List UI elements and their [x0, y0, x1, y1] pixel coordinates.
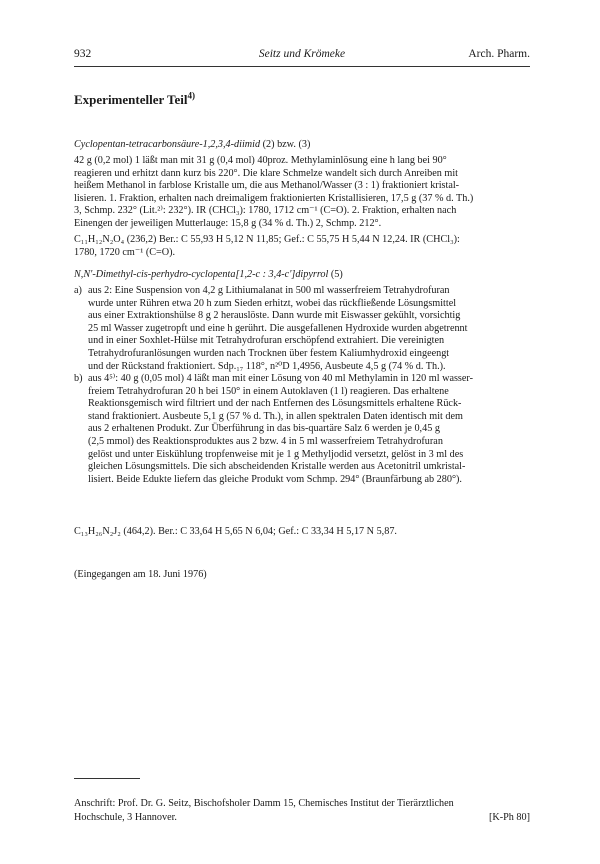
header-rule: [74, 66, 530, 67]
compound-2-procedure: [74, 155, 534, 231]
journal-abbreviation: Arch. Pharm.: [468, 48, 530, 60]
address-line-2: Hochschule, 3 Hannover.: [74, 812, 177, 823]
text-line: aus 4⁵⁾: 40 g (0,05 mol) 4 läßt man mit einer Lösung von 40 ml Methylamin in 120 ml wasser-: [88, 373, 474, 384]
text-line: gelöst und unter Eiskühlung tropfenweise mit je 1 g Methyljodid versetzt, gelöst in 3 ml des: [88, 448, 464, 460]
item-text: [88, 373, 534, 486]
running-header: [74, 48, 530, 66]
manuscript-code: [K-Ph 80]: [488, 812, 530, 823]
text-line: lisieren. 1. Fraktion, erhalten nach dreimaligem fraktionierten Kristallisieren, 17,5 g (37 % d. Th.): [74, 192, 474, 204]
compound-2-name: Cyclopentan-tetracarbonsäure-1,2,3,4-diimid: [74, 139, 261, 150]
text-line: und der Rückstand fraktioniert. Sdp.₁₇ 118°, n²⁰D 1,4956, Ausbeute 4,5 g (74 % d. Th.).: [88, 360, 446, 372]
text-line: wurde unter Rühren etwa 20 h zum Sieden erhitzt, wobei das rückfließende Lösungsmittel: [88, 297, 457, 309]
compound-2-analysis: [74, 234, 534, 259]
text-line: gleichen Lösungsmittels. Die sich abscheidenden Kristalle werden aus Acetonitril umkristal-: [88, 461, 466, 473]
text-line: aus 2 erhaltenen Produkt. Zur Überführung in das bis-quartäre Salz 6 werden je 0,45 g: [88, 423, 440, 435]
text-line: und in einer Soxhlet-Hülse mit Tetrahydrofuran erschöpfend extrahiert. Die vereinigten: [88, 335, 445, 347]
item-label: a): [74, 285, 82, 296]
text-line: stand fraktioniert. Ausbeute 5,1 g (57 % d. Th.), in allen spektralen Daten identisch mit dem: [88, 410, 463, 422]
compound-5-analysis: [74, 526, 534, 539]
text-line: Einengen der jeweiligen Mutterlauge: 15,8 g (34 % d. Th.) 2, Schmp. 212°.: [74, 217, 382, 229]
text-line: 25 ml Wasser zugetropft und eine h gerührt. Die ausgefallenen Hydroxide wurden abgetrennt: [88, 322, 468, 334]
running-authors: Seitz und Krömeke: [258, 48, 346, 60]
footnote-rule: [74, 778, 140, 779]
text-line: 42 g (0,2 mol) 1 läßt man mit 31 g (0,4 mol) 40proz. Methylaminlösung eine h lang bei 90°: [74, 155, 447, 166]
compound-2-heading: [74, 139, 534, 152]
text-line: C₁₃H₂₆N₂J₂ (464,2). Ber.: C 33,64 H 5,65 N 6,04; Gef.: C 33,34 H 5,17 N 5,87.: [74, 526, 397, 537]
item-text: [88, 285, 534, 373]
text-line: 1780, 1720 cm⁻¹ (C=O).: [74, 246, 176, 258]
address-line-2-row: [74, 811, 530, 825]
compound-2-numbers: (2) bzw. (3): [262, 139, 311, 150]
text-line: Tetrahydrofuranlösungen wurden nach Trocknen über festem Kaliumhydroxid eingeengt: [88, 347, 450, 359]
text-line: reagieren und erhitzt dann kurz bis 220°. Die klare Schmelze wandelt sich durch Anreiben mit: [74, 167, 458, 179]
page-number: 932: [74, 48, 92, 60]
compound-5-heading: [74, 269, 534, 282]
section-footnote-ref: 4): [187, 90, 196, 101]
section-title-text: Experimenteller Teil: [74, 92, 188, 107]
address-line-1: Anschrift: Prof. Dr. G. Seitz, Bischofsholer Damm 15, Chemisches Institut der Tierärztlichen: [74, 798, 454, 809]
text-line: heißem Methanol in farblose Kristalle um, die aus Methanol/Wasser (3 : 1) fraktioniert kristal-: [74, 180, 460, 192]
item-label: b): [74, 373, 83, 384]
text-line: Reaktionsgemisch wird filtriert und der nach Entfernen des Lösungsmittels erhaltene Rück-: [88, 398, 462, 410]
text-line: aus einer Extraktionshülse 8 g 2 herauslöste. Dann wurde mit Eiswasser gekühlt, vorsichtig: [88, 310, 461, 322]
text-line: 3, Schmp. 232° (Lit.²⁾: 232°). IR (CHCl₃): 1780, 1712 cm⁻¹ (C=O). 2. Fraktion, erhalten nach: [74, 205, 457, 217]
section-title: [74, 92, 195, 108]
compound-5-number: (5): [330, 269, 343, 280]
text-line: freiem Tetrahydrofuran 20 h bei 150° in einem Autoklaven (1 l) reagieren. Das erhaltene: [88, 385, 449, 397]
procedure-item-a: [74, 285, 534, 377]
text-line: lisiert. Beide Edukte liefern das gleiche Produkt vom Schmp. 294° (Braunfärbung ab 280°).: [88, 473, 462, 485]
compound-5-name: N,N'-Dimethyl-cis-perhydro-cyclopenta[1,2-c : 3,4-c']dipyrrol: [74, 269, 329, 280]
procedure-item-b: [74, 373, 534, 489]
received-date: (Eingegangen am 18. Juni 1976): [74, 569, 207, 580]
text-line: (2,5 mmol) des Reaktionsproduktes aus 2 bzw. 4 in 5 ml wasserfreiem Tetrahydrofuran: [88, 435, 443, 447]
text-line: C₁₁H₁₂N₂O₄ (236,2) Ber.: C 55,93 H 5,12 N 11,85; Gef.: C 55,75 H 5,44 N 12,24. IR (CHCl₃):: [74, 234, 460, 245]
author-address: [74, 797, 530, 825]
text-line: aus 2: Eine Suspension von 4,2 g Lithiumalanat in 500 ml wasserfreiem Tetrahydrofuran: [88, 285, 450, 296]
